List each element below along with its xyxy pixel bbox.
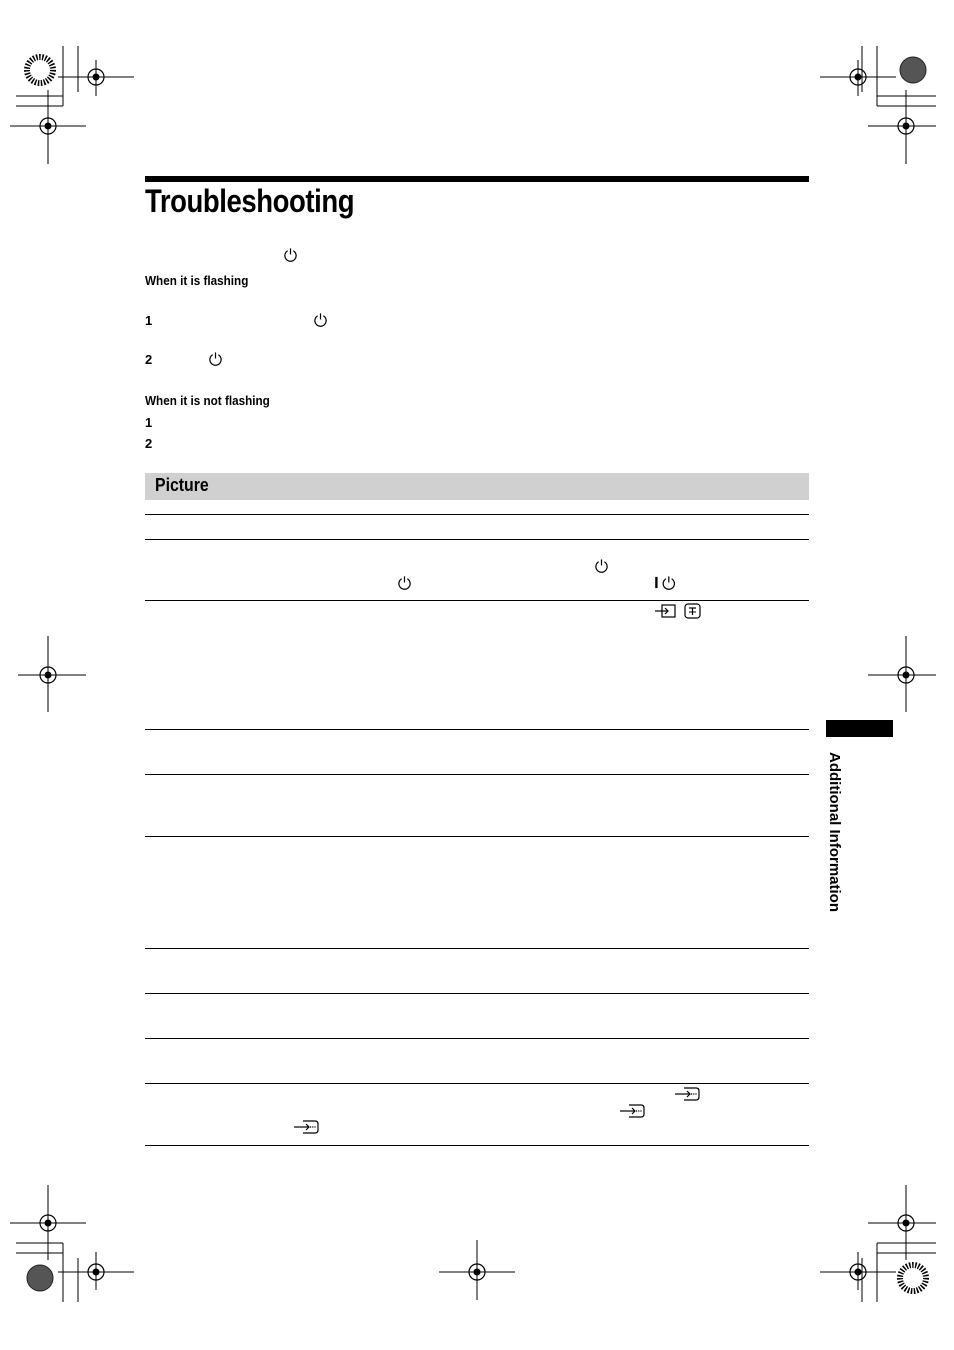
chapter-label-text: Additional Information <box>826 752 843 912</box>
input-select-icon <box>654 604 678 618</box>
step-number: 2 <box>145 352 153 367</box>
step-number: 1 <box>145 313 153 328</box>
table-rule <box>145 948 809 949</box>
av-input-icon <box>619 1104 645 1118</box>
text-display-icon <box>684 603 701 619</box>
table-rule <box>145 774 809 775</box>
av-input-icon <box>674 1087 700 1101</box>
subheading-not-flashing: When it is not flashing <box>145 393 270 408</box>
power-icon <box>283 247 298 262</box>
step-number: 1 <box>145 415 153 430</box>
title-rule <box>145 176 809 182</box>
av-input-icon <box>293 1120 319 1134</box>
power-icon <box>208 351 223 366</box>
section-header-bar <box>145 473 809 500</box>
table-rule <box>145 1083 809 1084</box>
table-rule <box>145 1145 809 1146</box>
table-rule <box>145 836 809 837</box>
subheading-flashing: When it is flashing <box>145 273 249 288</box>
table-rule <box>145 1038 809 1039</box>
table-rule <box>145 539 809 540</box>
table-rule <box>145 729 809 730</box>
power-icon <box>594 558 609 573</box>
chapter-tab <box>826 720 893 737</box>
power-icon <box>397 575 412 590</box>
table-rule <box>145 514 809 515</box>
chapter-label <box>826 752 846 922</box>
page-title: Troubleshooting <box>145 183 355 219</box>
section-title-picture: Picture <box>155 475 209 495</box>
table-rule <box>145 993 809 994</box>
table-rule <box>145 600 809 601</box>
step-number: 2 <box>145 436 153 451</box>
power-icon <box>313 312 328 327</box>
power-switch-icon <box>654 575 678 590</box>
